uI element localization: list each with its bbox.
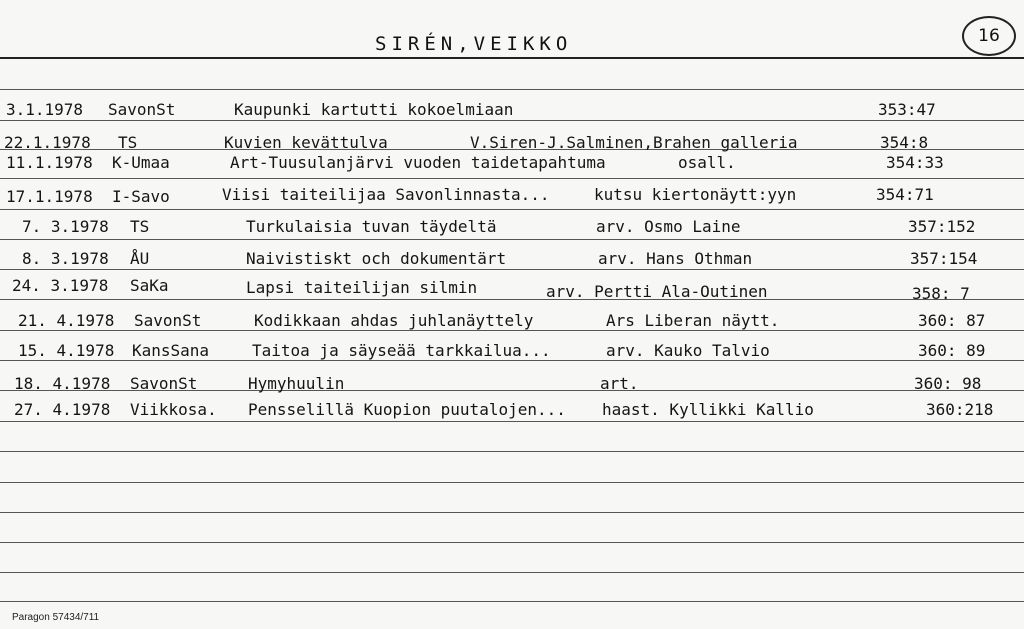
entry-source: I-Savo [112,187,170,206]
entry-source: SavonSt [108,100,176,119]
ruled-line [0,330,1024,331]
entry-ref: 357:154 [910,249,978,268]
entry-ref: 358: 7 [912,284,970,303]
entry-date: 7. 3.1978 [22,217,109,236]
printer-mark: Paragon 57434/711 [12,612,100,623]
entry-source: SaKa [130,276,169,295]
entry-ref: 353:47 [878,100,936,119]
entry-note: kutsu kiertonäytt:yyn [594,185,797,204]
entry-source: TS [130,217,150,236]
entry-title: Kaupunki kartutti kokoelmiaan [234,100,514,119]
ruled-line [0,542,1024,543]
entry-title: Viisi taiteilijaa Savonlinnasta... [222,185,550,204]
entry-source: SavonSt [134,311,202,330]
entry-date: 11.1.1978 [6,153,93,172]
entry-source: TS [118,133,138,152]
entry-ref: 357:152 [908,217,976,236]
entry-title: Naivistiskt och dokumentärt [246,249,507,268]
card-title: SIRÉN,VEIKKO [375,33,573,55]
ruled-line [0,209,1024,210]
entry-note: arv. Osmo Laine [596,217,741,236]
entry-date: 8. 3.1978 [22,249,109,268]
ruled-line [0,299,1024,300]
entry-title: Hymyhuulin [248,374,345,393]
entry-note: arv. Pertti Ala-Outinen [546,282,768,301]
entry-title: Kodikkaan ahdas juhlanäyttely [254,311,534,330]
entry-title: Taitoa ja säyseää tarkkailua... [252,341,551,360]
ruled-line [0,421,1024,422]
entry-title: Pensselillä Kuopion puutalojen... [248,400,566,419]
entry-date: 21. 4.1978 [18,311,115,330]
entry-ref: 360:218 [926,400,994,419]
entry-date: 27. 4.1978 [14,400,111,419]
entry-note: osall. [678,153,736,172]
card-number-circle: 16 [962,16,1016,56]
ruled-line [0,120,1024,121]
entry-ref: 360: 89 [918,341,986,360]
entry-date: 17.1.1978 [6,187,93,206]
ruled-line [0,89,1024,90]
entry-note: art. [600,374,639,393]
entry-ref: 360: 98 [914,374,982,393]
entry-source: ÅU [130,249,150,268]
ruled-line [0,178,1024,179]
ruled-line [0,239,1024,240]
entry-note: arv. Hans Othman [598,249,753,268]
entry-source: K-Umaa [112,153,170,172]
entry-source: Viikkosa. [130,400,217,419]
header-rule [0,57,1024,59]
ruled-line [0,451,1024,452]
entry-date: 15. 4.1978 [18,341,115,360]
entry-ref: 354:71 [876,185,934,204]
entry-source: KansSana [132,341,210,360]
ruled-line [0,601,1024,602]
entry-note: haast. Kyllikki Kallio [602,400,814,419]
ruled-line [0,572,1024,573]
entry-date: 3.1.1978 [6,100,84,119]
entry-date: 22.1.1978 [4,133,91,152]
entry-note: V.Siren-J.Salminen,Brahen galleria [470,133,798,152]
entry-title: Kuvien kevättulva [224,133,388,152]
entry-note: Ars Liberan näytt. [606,311,780,330]
entry-source: SavonSt [130,374,198,393]
entry-ref: 354:33 [886,153,944,172]
entry-date: 18. 4.1978 [14,374,111,393]
entry-title: Art-Tuusulanjärvi vuoden taidetapahtuma [230,153,606,172]
entry-title: Turkulaisia tuvan täydeltä [246,217,497,236]
entry-title: Lapsi taiteilijan silmin [246,278,478,297]
ruled-line [0,360,1024,361]
ruled-line [0,482,1024,483]
entry-note: arv. Kauko Talvio [606,341,770,360]
ruled-line [0,512,1024,513]
entry-ref: 354:8 [880,133,929,152]
entry-date: 24. 3.1978 [12,276,109,295]
entry-ref: 360: 87 [918,311,986,330]
ruled-line [0,269,1024,270]
